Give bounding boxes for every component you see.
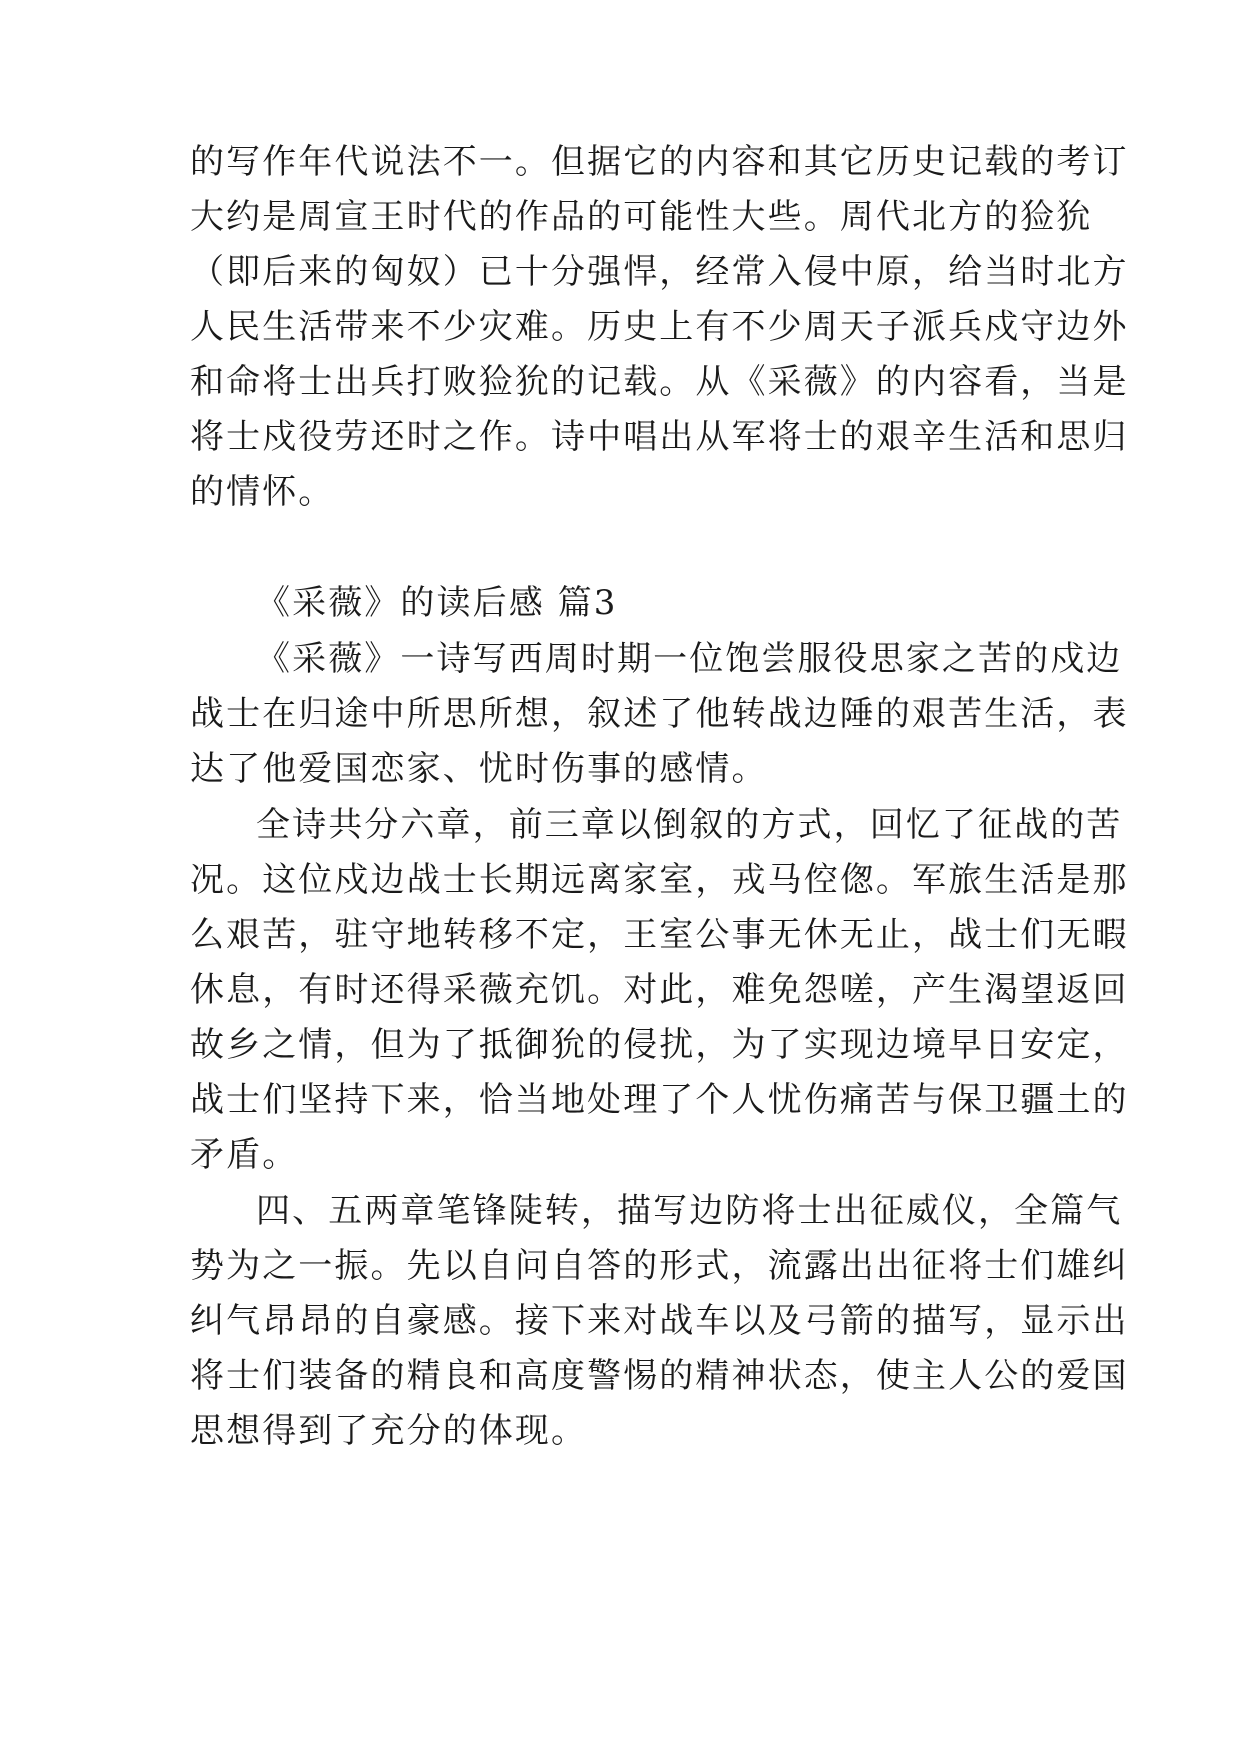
text-line: 矛盾。 <box>190 1135 299 1175</box>
text-line: 的情怀。 <box>190 472 335 512</box>
text-line: 将士戍役劳还时之作。诗中唱出从军将士的艰辛生活和思归 <box>190 417 1129 457</box>
text-line: 达了他爱国恋家、忧时伤事的感情。 <box>190 749 768 789</box>
text-line: 思想得到了充分的体现。 <box>190 1411 588 1451</box>
text-line: 休息，有时还得采薇充饥。对此，难免怨嗟，产生渴望返回 <box>190 970 1129 1010</box>
section-heading: 《采薇》的读后感 篇3 <box>256 583 618 623</box>
text-line: （即后来的匈奴）已十分强悍，经常入侵中原，给当时北方 <box>190 252 1129 292</box>
text-line: 势为之一振。先以自问自答的形式，流露出出征将士们雄纠 <box>190 1246 1129 1286</box>
paragraph-first-line: 全诗共分六章，前三章以倒叙的方式，回忆了征战的苦 <box>256 805 1123 845</box>
text-line: 故乡之情，但为了抵御狁的侵扰，为了实现边境早日安定， <box>190 1025 1129 1065</box>
text-line: 人民生活带来不少灾难。历史上有不少周天子派兵戍守边外 <box>190 307 1129 347</box>
text-line: 的写作年代说法不一。但据它的内容和其它历史记载的考订 <box>190 142 1129 182</box>
text-line: 将士们装备的精良和高度警惕的精神状态，使主人公的爱国 <box>190 1356 1129 1396</box>
text-line: 么艰苦，驻守地转移不定，王室公事无休无止，战士们无暇 <box>190 915 1129 955</box>
text-line: 大约是周宣王时代的作品的可能性大些。周代北方的猃狁 <box>190 197 1093 237</box>
text-line: 战士在归途中所思所想，叙述了他转战边陲的艰苦生活，表 <box>190 694 1129 734</box>
text-line: 战士们坚持下来，恰当地处理了个人忧伤痛苦与保卫疆土的 <box>190 1080 1129 1120</box>
text-line: 和命将士出兵打败猃狁的记载。从《采薇》的内容看，当是 <box>190 362 1129 402</box>
paragraph-first-line: 《采薇》一诗写西周时期一位饱尝服役思家之苦的戍边 <box>256 639 1123 679</box>
text-line: 况。这位戍边战士长期远离家室，戎马倥偬。军旅生活是那 <box>190 860 1129 900</box>
text-line: 纠气昂昂的自豪感。接下来对战车以及弓箭的描写，显示出 <box>190 1301 1129 1341</box>
paragraph-first-line: 四、五两章笔锋陡转，描写边防将士出征威仪，全篇气 <box>256 1191 1123 1231</box>
